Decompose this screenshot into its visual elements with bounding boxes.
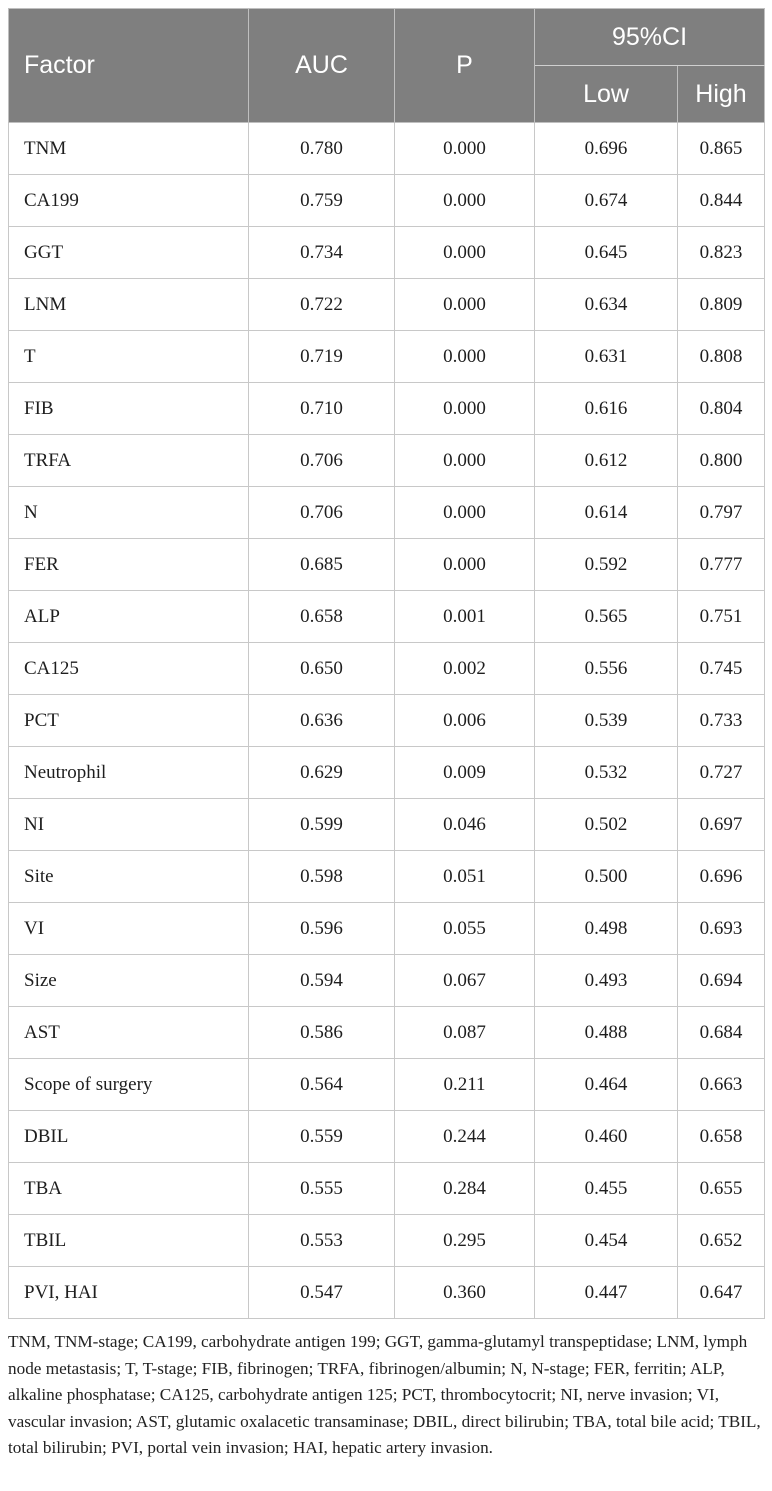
cell-p: 0.067	[395, 955, 535, 1007]
table-footnote: TNM, TNM-stage; CA199, carbohydrate antigen 199; GGT, gamma-glutamyl transpeptidase; LNM, lymph node metastasis; T, T-stage; FIB, fibrinogen; TRFA, fibrinogen/albumin; N, N-stage; FER, ferritin; ALP, alkaline phosphatase; CA125, carbohydrate antigen 125; PCT, thrombocytocrit; NI, nerve invasion; VI, vascular invasion; AST, glutamic oxalacetic transaminase; DBIL, direct bilirubin; TBA, total bile acid; TBIL, total bilirubin; PVI, portal vein invasion; HAI, hepatic artery invasion.	[8, 1332, 761, 1457]
cell-auc: 0.759	[249, 175, 395, 227]
cell-auc: 0.586	[249, 1007, 395, 1059]
table-row	[9, 279, 765, 331]
cell-low: 0.455	[535, 1163, 678, 1215]
cell-p: 0.009	[395, 747, 535, 799]
table-row	[9, 747, 765, 799]
cell-high: 0.800	[678, 435, 765, 487]
cell-high: 0.694	[678, 955, 765, 1007]
cell-auc: 0.555	[249, 1163, 395, 1215]
table-row	[9, 903, 765, 955]
table-row	[9, 539, 765, 591]
cell-p: 0.000	[395, 435, 535, 487]
cell-p: 0.006	[395, 695, 535, 747]
table-row	[9, 383, 765, 435]
cell-high: 0.652	[678, 1215, 765, 1267]
cell-low: 0.447	[535, 1267, 678, 1319]
cell-low: 0.631	[535, 331, 678, 383]
table-row	[9, 799, 765, 851]
table-row	[9, 643, 765, 695]
cell-factor: Scope of surgery	[9, 1059, 249, 1111]
cell-low: 0.493	[535, 955, 678, 1007]
cell-high: 0.658	[678, 1111, 765, 1163]
cell-factor: FIB	[9, 383, 249, 435]
cell-low: 0.565	[535, 591, 678, 643]
cell-factor: PCT	[9, 695, 249, 747]
cell-factor: DBIL	[9, 1111, 249, 1163]
cell-auc: 0.719	[249, 331, 395, 383]
table-row	[9, 123, 765, 175]
cell-auc: 0.706	[249, 487, 395, 539]
cell-factor: Size	[9, 955, 249, 1007]
cell-auc: 0.636	[249, 695, 395, 747]
cell-high: 0.655	[678, 1163, 765, 1215]
header-high: High	[678, 66, 765, 123]
cell-auc: 0.734	[249, 227, 395, 279]
table-row	[9, 487, 765, 539]
cell-auc: 0.564	[249, 1059, 395, 1111]
cell-auc: 0.710	[249, 383, 395, 435]
table-row	[9, 1267, 765, 1319]
cell-p: 0.211	[395, 1059, 535, 1111]
cell-factor: LNM	[9, 279, 249, 331]
cell-auc: 0.722	[249, 279, 395, 331]
cell-factor: NI	[9, 799, 249, 851]
table-row	[9, 331, 765, 383]
cell-low: 0.614	[535, 487, 678, 539]
cell-high: 0.684	[678, 1007, 765, 1059]
cell-low: 0.502	[535, 799, 678, 851]
table-row	[9, 1111, 765, 1163]
cell-high: 0.647	[678, 1267, 765, 1319]
table-row	[9, 851, 765, 903]
cell-high: 0.865	[678, 123, 765, 175]
table-row	[9, 695, 765, 747]
cell-auc: 0.559	[249, 1111, 395, 1163]
cell-p: 0.051	[395, 851, 535, 903]
cell-low: 0.488	[535, 1007, 678, 1059]
cell-p: 0.000	[395, 227, 535, 279]
cell-factor: FER	[9, 539, 249, 591]
cell-high: 0.823	[678, 227, 765, 279]
cell-auc: 0.780	[249, 123, 395, 175]
table-row	[9, 1007, 765, 1059]
cell-p: 0.360	[395, 1267, 535, 1319]
cell-p: 0.295	[395, 1215, 535, 1267]
table-row	[9, 1059, 765, 1111]
cell-high: 0.745	[678, 643, 765, 695]
cell-high: 0.733	[678, 695, 765, 747]
cell-auc: 0.553	[249, 1215, 395, 1267]
cell-factor: AST	[9, 1007, 249, 1059]
cell-p: 0.000	[395, 487, 535, 539]
cell-low: 0.645	[535, 227, 678, 279]
header-low: Low	[535, 66, 678, 123]
cell-auc: 0.599	[249, 799, 395, 851]
cell-factor: TBIL	[9, 1215, 249, 1267]
cell-factor: PVI, HAI	[9, 1267, 249, 1319]
cell-low: 0.498	[535, 903, 678, 955]
cell-auc: 0.598	[249, 851, 395, 903]
header-factor: Factor	[9, 9, 249, 123]
cell-high: 0.697	[678, 799, 765, 851]
cell-p: 0.000	[395, 279, 535, 331]
cell-auc: 0.706	[249, 435, 395, 487]
cell-low: 0.592	[535, 539, 678, 591]
cell-factor: N	[9, 487, 249, 539]
header-ci: 95%CI	[535, 9, 765, 66]
cell-low: 0.532	[535, 747, 678, 799]
cell-factor: Site	[9, 851, 249, 903]
table-row	[9, 955, 765, 1007]
header-p: P	[395, 9, 535, 123]
cell-factor: GGT	[9, 227, 249, 279]
cell-low: 0.696	[535, 123, 678, 175]
cell-auc: 0.596	[249, 903, 395, 955]
cell-high: 0.804	[678, 383, 765, 435]
table-body	[9, 123, 765, 1319]
cell-auc: 0.650	[249, 643, 395, 695]
cell-high: 0.809	[678, 279, 765, 331]
cell-auc: 0.629	[249, 747, 395, 799]
cell-p: 0.244	[395, 1111, 535, 1163]
table-row	[9, 227, 765, 279]
cell-low: 0.460	[535, 1111, 678, 1163]
cell-factor: VI	[9, 903, 249, 955]
table-row	[9, 435, 765, 487]
cell-auc: 0.658	[249, 591, 395, 643]
cell-high: 0.696	[678, 851, 765, 903]
table-row	[9, 1163, 765, 1215]
cell-auc: 0.685	[249, 539, 395, 591]
cell-high: 0.693	[678, 903, 765, 955]
cell-low: 0.674	[535, 175, 678, 227]
cell-factor: TRFA	[9, 435, 249, 487]
cell-low: 0.500	[535, 851, 678, 903]
table-row	[9, 591, 765, 643]
cell-high: 0.844	[678, 175, 765, 227]
cell-high: 0.663	[678, 1059, 765, 1111]
cell-factor: ALP	[9, 591, 249, 643]
cell-high: 0.727	[678, 747, 765, 799]
cell-p: 0.000	[395, 123, 535, 175]
cell-factor: TBA	[9, 1163, 249, 1215]
cell-p: 0.000	[395, 331, 535, 383]
cell-p: 0.001	[395, 591, 535, 643]
cell-low: 0.454	[535, 1215, 678, 1267]
cell-high: 0.797	[678, 487, 765, 539]
cell-auc: 0.594	[249, 955, 395, 1007]
cell-p: 0.087	[395, 1007, 535, 1059]
auc-table	[8, 8, 765, 1319]
cell-p: 0.055	[395, 903, 535, 955]
cell-p: 0.046	[395, 799, 535, 851]
cell-low: 0.634	[535, 279, 678, 331]
cell-low: 0.464	[535, 1059, 678, 1111]
cell-low: 0.612	[535, 435, 678, 487]
table-row	[9, 175, 765, 227]
cell-high: 0.808	[678, 331, 765, 383]
cell-low: 0.556	[535, 643, 678, 695]
cell-high: 0.751	[678, 591, 765, 643]
cell-factor: Neutrophil	[9, 747, 249, 799]
cell-high: 0.777	[678, 539, 765, 591]
table-header	[9, 9, 765, 123]
cell-auc: 0.547	[249, 1267, 395, 1319]
cell-p: 0.000	[395, 175, 535, 227]
cell-factor: TNM	[9, 123, 249, 175]
cell-factor: CA125	[9, 643, 249, 695]
header-auc: AUC	[249, 9, 395, 123]
cell-factor: T	[9, 331, 249, 383]
cell-p: 0.000	[395, 539, 535, 591]
cell-low: 0.539	[535, 695, 678, 747]
cell-p: 0.284	[395, 1163, 535, 1215]
cell-p: 0.000	[395, 383, 535, 435]
cell-factor: CA199	[9, 175, 249, 227]
cell-p: 0.002	[395, 643, 535, 695]
table-row	[9, 1215, 765, 1267]
cell-low: 0.616	[535, 383, 678, 435]
